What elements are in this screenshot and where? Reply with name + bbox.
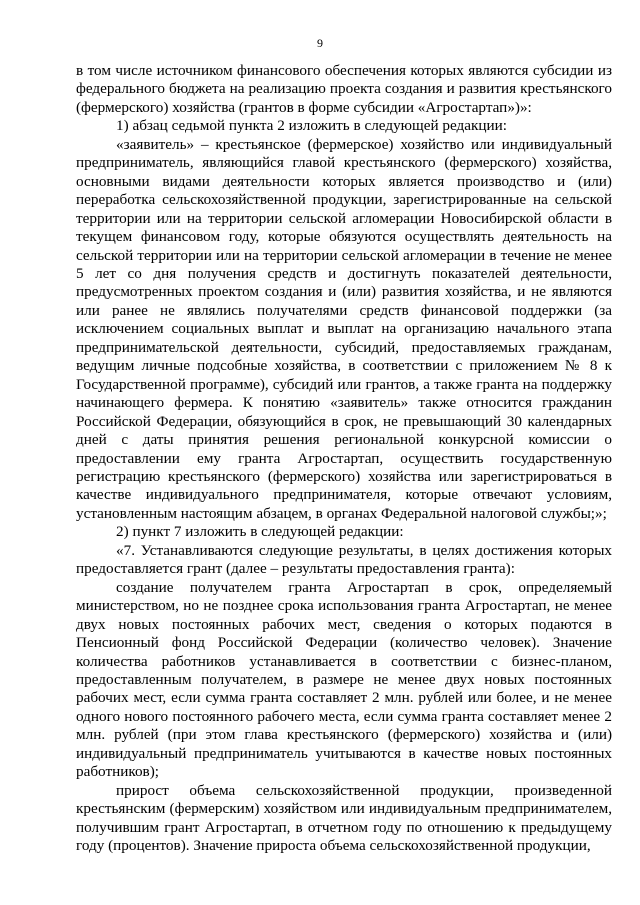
paragraph-intro: в том числе источником финансового обеспечения которых являются субсидии из федерального бюджета на реализацию проекта создания и развития крестьянского (фермерского) хозяйства (грантов в форме субсидии «Агростартап»)»: [76,62,612,116]
paragraph-item-1: 1) абзац седьмой пункта 2 изложить в следующей редакции: [116,117,507,135]
paragraph-applicant-definition: «заявитель» – крестьянское (фермерское) хозяйство или индивидуальный предприниматель, являющийся главой крестьянского (фермерского) хозяйства, основными видами деятельности которых является производство и (или) переработка сельскохозяйственной продукции, зарегистрированные на сельской территории или на территории сельской агломерации Новосибирской области в текущем финансовом году, которые обязуются осуществлять деятельность на сельской территории или на территории сельской агломерации в течение не менее 5 лет со дня получения средств и достигнуть показателей деятельности, предусмотренных проектом создания и (или) развития хозяйства, и не являются или ранее не являлись получателями средств финансовой поддержки (за исключением социальных выплат и выплат на организацию начального этапа предпринимательской деятельности, субсидий, предоставляемых гражданам, ведущим личные подсобные хозяйства, в соответствии с приложением № 8 к Государственной программе), субсидий или грантов, а также гранта на поддержку начинающего фермера. К понятию «заявитель» также относится гражданин Российской Федерации, обязующийся в срок, не превышающий 30 календарных дней с даты принятия решения региональной конкурсной комиссии о предоставлении ему гранта Агростартап, осуществить государственную регистрацию крестьянского (фермерского) хозяйства или зарегистрироваться в качестве индивидуального предпринимателя, которые отвечают условиям, установленным настоящим абзацем, в органах Федеральной налоговой службы;»; [76,135,612,522]
document-body [76,62,612,855]
paragraph-results-intro: «7. Устанавливаются следующие результаты, в целях достижения которых предоставляется грант (далее – результаты предоставления гранта): [76,541,612,578]
paragraph-result-jobs: создание получателем гранта Агростартап в срок, определяемый министерством, но не позднее срока использования гранта Агростартап, не менее двух новых постоянных рабочих мест, сведения о которых подаются в Пенсионный фонд Российской Федерации (количество человек). Значение количества работников устанавливается в соответствии с бизнес-планом, предоставленным получателем, в размере не менее двух новых постоянных рабочих мест, если сумма гранта составляет 2 млн. рублей или более, и не менее одного нового постоянного рабочего места, если сумма гранта составляет менее 2 млн. рублей (при этом глава крестьянского (фермерского) хозяйства и (или) индивидуальный предприниматель учитываются в качестве новых постоянных работников); [76,578,612,781]
page-number: 9 [317,36,323,50]
paragraph-result-growth: прирост объема сельскохозяйственной продукции, произведенной крестьянским (фермерским) хозяйством или индивидуальным предпринимателем, получившим грант Агростартап, в отчетном году по отношению к предыдущему году (процентов). Значение прироста объема сельскохозяйственной продукции, [76,781,612,855]
paragraph-item-2: 2) пункт 7 изложить в следующей редакции: [116,523,404,541]
